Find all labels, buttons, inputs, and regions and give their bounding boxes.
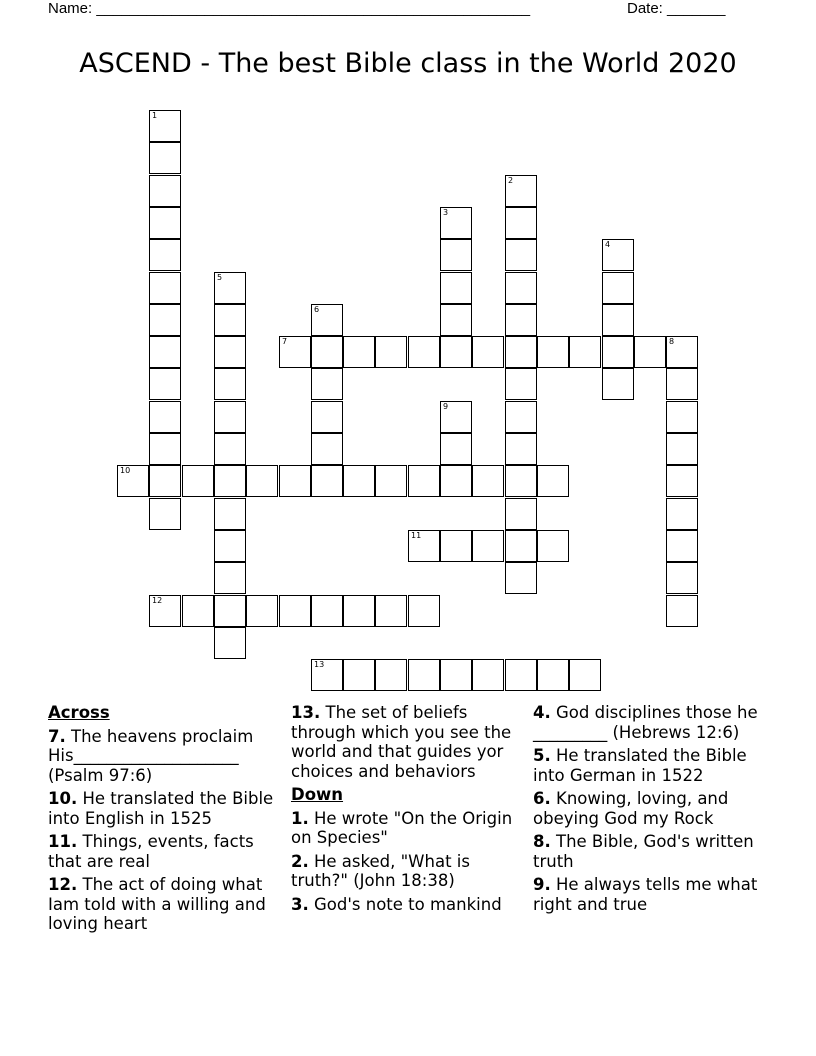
crossword-cell[interactable] bbox=[666, 465, 698, 497]
crossword-cell[interactable] bbox=[505, 175, 537, 207]
crossword-cell[interactable] bbox=[440, 401, 472, 433]
clue-text: The heavens proclaim His____________________ (Psalm 97:6) bbox=[48, 726, 254, 785]
clue-across-10 bbox=[48, 789, 284, 828]
crossword-cell[interactable] bbox=[311, 659, 343, 691]
crossword-cell[interactable] bbox=[602, 368, 634, 400]
crossword-cell[interactable] bbox=[279, 465, 311, 497]
clue-number-label: 4 bbox=[605, 240, 611, 249]
crossword-cell[interactable] bbox=[408, 530, 440, 562]
crossword-cell[interactable] bbox=[279, 336, 311, 368]
crossword-cell[interactable] bbox=[569, 336, 601, 368]
crossword-cell[interactable] bbox=[214, 465, 246, 497]
crossword-cell[interactable] bbox=[182, 595, 214, 627]
crossword-cell[interactable] bbox=[375, 336, 407, 368]
crossword-cell[interactable] bbox=[149, 239, 181, 271]
crossword-cell[interactable] bbox=[343, 336, 375, 368]
name-field-line: Name: ____________________________________________________ bbox=[48, 0, 531, 17]
crossword-cell[interactable] bbox=[311, 595, 343, 627]
crossword-cell[interactable] bbox=[569, 659, 601, 691]
crossword-cell[interactable] bbox=[214, 530, 246, 562]
crossword-cell[interactable] bbox=[440, 659, 472, 691]
crossword-cell[interactable] bbox=[311, 401, 343, 433]
crossword-cell[interactable] bbox=[408, 465, 440, 497]
crossword-cell[interactable] bbox=[214, 433, 246, 465]
clue-across-12 bbox=[48, 875, 284, 934]
crossword-cell[interactable] bbox=[505, 368, 537, 400]
crossword-cell[interactable] bbox=[311, 433, 343, 465]
across-heading: Across bbox=[48, 703, 110, 722]
clue-number-label: 5 bbox=[217, 273, 223, 282]
crossword-cell[interactable] bbox=[311, 304, 343, 336]
crossword-cell[interactable] bbox=[666, 336, 698, 368]
clue-number-label: 2 bbox=[508, 176, 514, 185]
crossword-cell[interactable] bbox=[505, 498, 537, 530]
crossword-cell[interactable] bbox=[149, 433, 181, 465]
crossword-cell[interactable] bbox=[537, 465, 569, 497]
clue-number: 11. bbox=[48, 832, 78, 851]
crossword-cell[interactable] bbox=[440, 465, 472, 497]
crossword-cell[interactable] bbox=[440, 304, 472, 336]
clue-across-11 bbox=[48, 832, 284, 871]
clue-number: 10. bbox=[48, 789, 78, 808]
crossword-cell[interactable] bbox=[505, 207, 537, 239]
crossword-cell[interactable] bbox=[149, 368, 181, 400]
crossword-cell[interactable] bbox=[149, 304, 181, 336]
crossword-cell[interactable] bbox=[666, 562, 698, 594]
crossword-cell[interactable] bbox=[375, 659, 407, 691]
clue-down-2 bbox=[291, 852, 527, 891]
crossword-cell[interactable] bbox=[214, 498, 246, 530]
clue-number: 3. bbox=[291, 894, 309, 914]
crossword-cell[interactable] bbox=[311, 465, 343, 497]
crossword-cell[interactable] bbox=[472, 336, 504, 368]
clue-number-label: 1 bbox=[152, 111, 158, 120]
crossword-cell[interactable] bbox=[214, 272, 246, 304]
clues-column-1 bbox=[48, 703, 284, 938]
crossword-cell[interactable] bbox=[505, 272, 537, 304]
crossword-cell[interactable] bbox=[472, 659, 504, 691]
clue-number: 13. bbox=[291, 703, 321, 722]
clue-number: 8. bbox=[533, 832, 551, 851]
crossword-cell[interactable] bbox=[375, 595, 407, 627]
crossword-cell[interactable] bbox=[505, 530, 537, 562]
clue-number: 2. bbox=[291, 851, 309, 871]
crossword-cell[interactable] bbox=[634, 336, 666, 368]
crossword-cell[interactable] bbox=[408, 336, 440, 368]
crossword-cell[interactable] bbox=[246, 465, 278, 497]
clue-number: 5. bbox=[533, 746, 551, 765]
clue-number-label: 8 bbox=[669, 337, 675, 346]
crossword-cell[interactable] bbox=[666, 368, 698, 400]
crossword-cell[interactable] bbox=[440, 336, 472, 368]
clue-number-label: 6 bbox=[314, 305, 320, 314]
crossword-cell[interactable] bbox=[149, 498, 181, 530]
clue-number-label: 9 bbox=[443, 402, 449, 411]
crossword-cell[interactable] bbox=[149, 110, 181, 142]
crossword-cell[interactable] bbox=[214, 304, 246, 336]
clue-down-5 bbox=[533, 746, 773, 785]
clue-across-13 bbox=[291, 703, 527, 781]
crossword-cell[interactable] bbox=[149, 207, 181, 239]
clue-text: God's note to mankind bbox=[314, 894, 502, 914]
clue-text: He translated the Bible into English in 1525 bbox=[48, 789, 274, 828]
crossword-cell[interactable] bbox=[214, 627, 246, 659]
crossword-cell[interactable] bbox=[149, 401, 181, 433]
crossword-cell[interactable] bbox=[440, 207, 472, 239]
clue-number: 9. bbox=[533, 875, 551, 894]
crossword-cell[interactable] bbox=[505, 465, 537, 497]
crossword-cell[interactable] bbox=[666, 401, 698, 433]
crossword-cell[interactable] bbox=[311, 336, 343, 368]
crossword-cell[interactable] bbox=[440, 530, 472, 562]
crossword-cell[interactable] bbox=[666, 433, 698, 465]
crossword-cell[interactable] bbox=[602, 336, 634, 368]
crossword-cell[interactable] bbox=[505, 433, 537, 465]
clue-number-label: 12 bbox=[152, 596, 163, 605]
clue-text: The Bible, God's written truth bbox=[533, 832, 754, 871]
clue-text: The set of beliefs through which you see the world and that guides yor choices and behaviors bbox=[291, 703, 512, 781]
clue-across-7 bbox=[48, 727, 284, 786]
clues-column-3 bbox=[533, 703, 773, 918]
crossword-cell[interactable] bbox=[666, 498, 698, 530]
crossword-cell[interactable] bbox=[214, 401, 246, 433]
clue-number: 7. bbox=[48, 726, 66, 746]
crossword-cell[interactable] bbox=[505, 239, 537, 271]
clue-down-6 bbox=[533, 789, 773, 828]
clue-down-8 bbox=[533, 832, 773, 871]
crossword-cell[interactable] bbox=[343, 595, 375, 627]
crossword-cell[interactable] bbox=[472, 530, 504, 562]
clue-text: He translated the Bible into German in 1522 bbox=[533, 746, 747, 785]
crossword-cell[interactable] bbox=[311, 368, 343, 400]
crossword-cell[interactable] bbox=[505, 659, 537, 691]
clue-text: Things, events, facts that are real bbox=[48, 832, 254, 871]
crossword-cell[interactable] bbox=[246, 595, 278, 627]
crossword-cell[interactable] bbox=[149, 272, 181, 304]
clue-down-3 bbox=[291, 895, 527, 915]
crossword-cell[interactable] bbox=[666, 595, 698, 627]
crossword-cell[interactable] bbox=[408, 659, 440, 691]
crossword-cell[interactable] bbox=[214, 595, 246, 627]
clue-text: He asked, "What is truth?" (John 18:38) bbox=[291, 851, 470, 890]
crossword-cell[interactable] bbox=[182, 465, 214, 497]
crossword-cell[interactable] bbox=[666, 530, 698, 562]
clue-number-label: 3 bbox=[443, 208, 449, 217]
crossword-cell[interactable] bbox=[375, 465, 407, 497]
date-field-line: Date: _______ bbox=[627, 0, 726, 17]
clue-number-label: 7 bbox=[282, 337, 288, 346]
clue-text: He always tells me what right and true bbox=[533, 875, 758, 914]
crossword-cell[interactable] bbox=[505, 336, 537, 368]
crossword-cell[interactable] bbox=[214, 562, 246, 594]
crossword-cell[interactable] bbox=[214, 368, 246, 400]
clue-down-9 bbox=[533, 875, 773, 914]
crossword-cell[interactable] bbox=[440, 272, 472, 304]
crossword-cell[interactable] bbox=[117, 465, 149, 497]
crossword-cell[interactable] bbox=[440, 433, 472, 465]
crossword-cell[interactable] bbox=[537, 659, 569, 691]
crossword-cell[interactable] bbox=[343, 465, 375, 497]
clue-number-label: 13 bbox=[314, 660, 325, 669]
clue-text: The act of doing what Iam told with a willing and loving heart bbox=[48, 875, 266, 933]
crossword-cell[interactable] bbox=[343, 659, 375, 691]
clue-text: He wrote "On the Origin on Species" bbox=[291, 808, 513, 847]
crossword-cell[interactable] bbox=[505, 562, 537, 594]
clue-down-1 bbox=[291, 809, 527, 848]
crossword-cell[interactable] bbox=[149, 142, 181, 174]
crossword-cell[interactable] bbox=[537, 336, 569, 368]
clue-text: Knowing, loving, and obeying God my Rock bbox=[533, 789, 729, 828]
crossword-cell[interactable] bbox=[505, 401, 537, 433]
crossword-cell[interactable] bbox=[472, 465, 504, 497]
clue-number: 12. bbox=[48, 875, 78, 894]
down-heading: Down bbox=[291, 785, 344, 804]
crossword-cell[interactable] bbox=[408, 595, 440, 627]
crossword-cell[interactable] bbox=[602, 304, 634, 336]
crossword-cell[interactable] bbox=[440, 239, 472, 271]
crossword-cell[interactable] bbox=[505, 304, 537, 336]
crossword-cell[interactable] bbox=[149, 595, 181, 627]
crossword-cell[interactable] bbox=[214, 336, 246, 368]
crossword-cell[interactable] bbox=[149, 336, 181, 368]
crossword-cell[interactable] bbox=[537, 530, 569, 562]
crossword-cell[interactable] bbox=[279, 595, 311, 627]
clue-number: 4. bbox=[533, 703, 551, 722]
clue-number: 6. bbox=[533, 789, 551, 808]
page-title: ASCEND - The best Bible class in the World 2020 bbox=[79, 48, 737, 79]
clue-number-label: 10 bbox=[120, 466, 131, 475]
crossword-cell[interactable] bbox=[149, 465, 181, 497]
clue-down-4 bbox=[533, 703, 773, 742]
crossword-cell[interactable] bbox=[602, 272, 634, 304]
crossword-cell[interactable] bbox=[149, 175, 181, 207]
clue-number-label: 11 bbox=[411, 531, 422, 540]
crossword-cell[interactable] bbox=[602, 239, 634, 271]
clue-number: 1. bbox=[291, 808, 309, 828]
clue-text: God disciplines those he _________ (Hebrews 12:6) bbox=[533, 703, 758, 742]
clues-column-2 bbox=[291, 703, 527, 918]
